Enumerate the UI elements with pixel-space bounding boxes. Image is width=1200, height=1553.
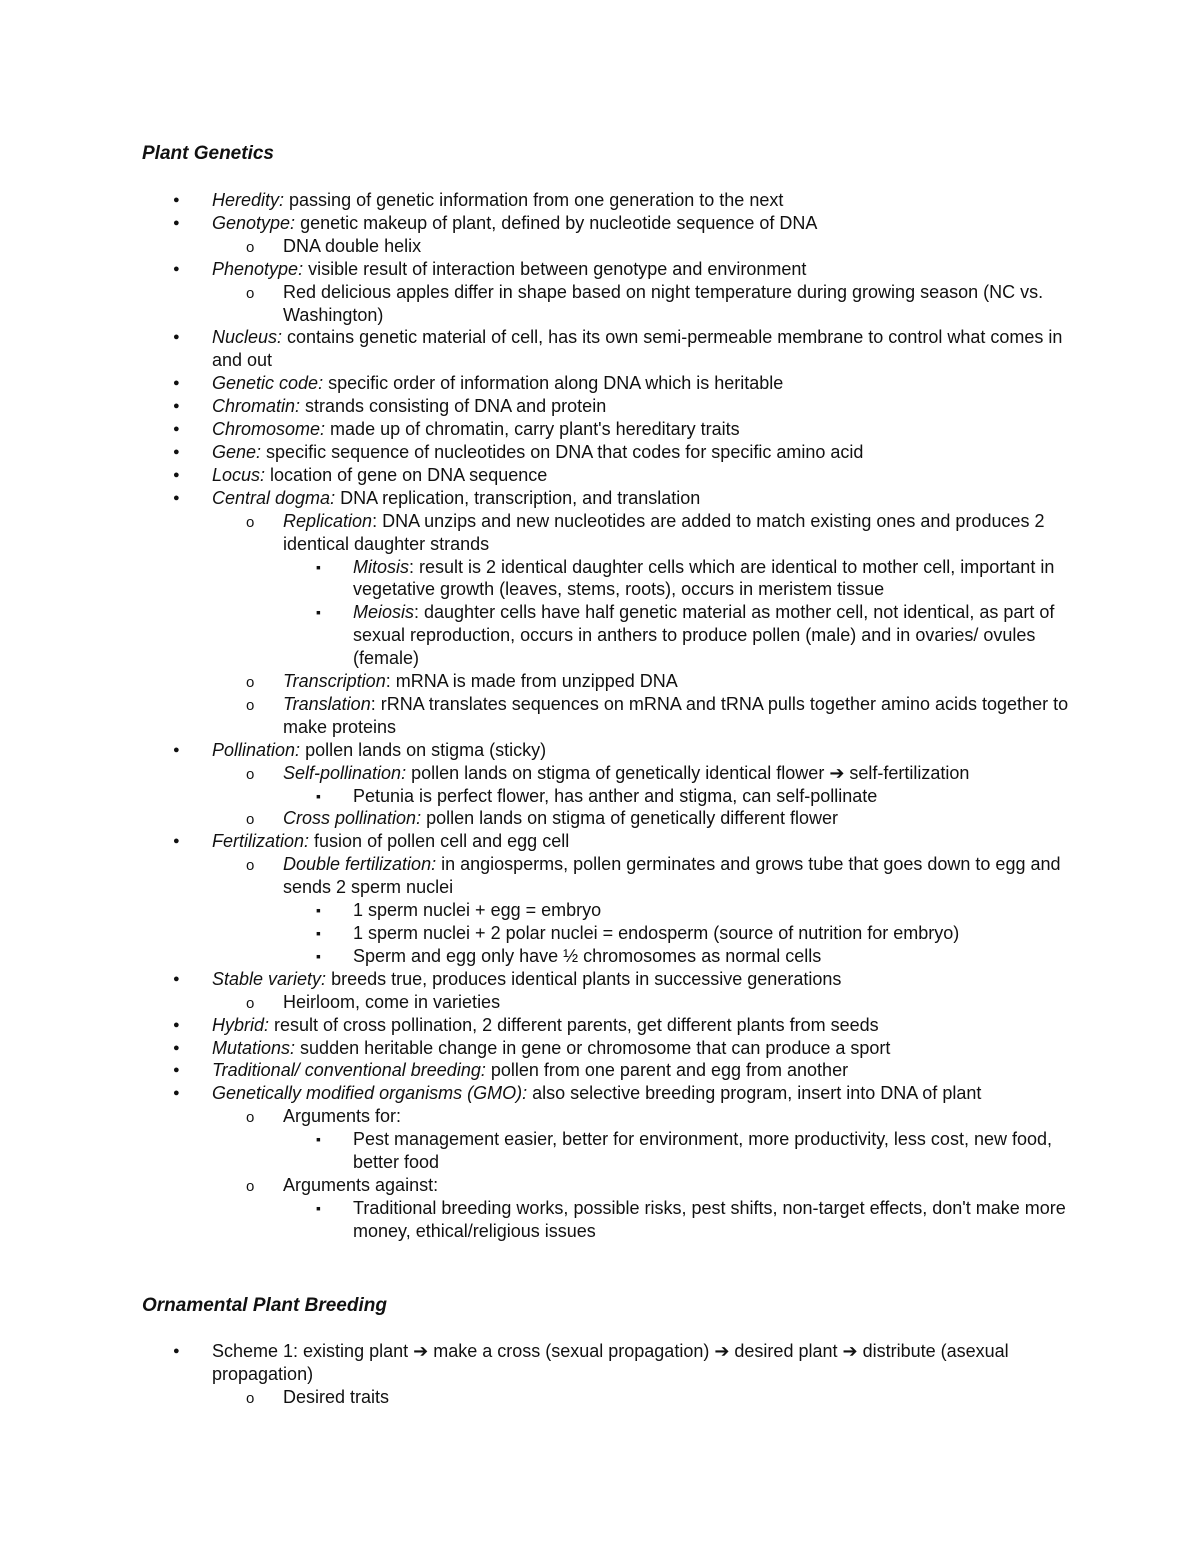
list-item-term: Replication xyxy=(283,510,373,531)
list-item xyxy=(0,212,1080,235)
list-item-term: Heredity: xyxy=(212,190,285,210)
list-item-text: DNA double helix xyxy=(283,235,422,256)
list-item-term: Translation xyxy=(283,693,371,714)
list-item-text: Heirloom, come in varieties xyxy=(283,991,501,1012)
list-item xyxy=(0,395,1080,418)
list-item xyxy=(0,1037,1080,1060)
list-item-term: Cross pollination: xyxy=(283,808,422,829)
list-item xyxy=(0,830,1080,853)
list-item xyxy=(0,189,1080,212)
list-item-text: pollen from one parent and egg from another xyxy=(485,1060,849,1081)
list-item-text: breeds true, produces identical plants in successive generations xyxy=(326,968,842,989)
list-item-text: : DNA unzips and new nucleotides are added to match existing ones and produces 2 identical daughter strands xyxy=(283,510,1045,554)
list-item-term: Chromatin: xyxy=(212,396,301,417)
list-item-term: Self-pollination: xyxy=(283,762,407,783)
list-item-term: Pollination: xyxy=(212,739,301,760)
list-item-text: also selective breeding program, insert into DNA of plant xyxy=(527,1083,982,1104)
list-item-term: Chromosome: xyxy=(212,419,326,440)
list-item-text: 1 sperm nuclei + egg = embryo xyxy=(353,900,602,921)
list-item-term: Central dogma: xyxy=(212,487,336,508)
list-item-term: Hybrid: xyxy=(212,1014,270,1035)
list-item xyxy=(0,1386,1080,1409)
list-item xyxy=(0,281,1080,327)
list-item-term: Fertilization: xyxy=(212,831,310,852)
list-item-term: Traditional/ conventional breeding: xyxy=(212,1060,486,1081)
ornamental-breeding-list xyxy=(0,1340,1080,1409)
list-item xyxy=(0,1174,1080,1197)
list-item xyxy=(0,693,1080,739)
list-item-text: pollen lands on stigma of genetically different flower xyxy=(421,808,838,829)
list-item xyxy=(0,945,1080,968)
list-item-term: Locus: xyxy=(212,464,266,485)
list-item xyxy=(0,853,1080,899)
list-item xyxy=(0,258,1080,281)
list-item-text: genetic makeup of plant, defined by nucleotide sequence of DNA xyxy=(295,212,818,233)
list-item xyxy=(0,670,1080,693)
list-item-text: : result is 2 identical daughter cells which are identical to mother cell, important in vegetative growth (leaves, stems, roots), occurs in meristem tissue xyxy=(353,556,1055,600)
list-item xyxy=(0,1197,1080,1243)
list-item xyxy=(0,418,1080,441)
list-item-text: made up of chromatin, carry plant's hereditary traits xyxy=(325,419,740,440)
list-item xyxy=(0,991,1080,1014)
list-item-text: visible result of interaction between genotype and environment xyxy=(303,258,807,279)
list-item-text: : mRNA is made from unzipped DNA xyxy=(385,671,678,692)
list-item-text: Traditional breeding works, possible risks, pest shifts, non-target effects, don't make more money, ethical/religious issues xyxy=(353,1197,1066,1241)
list-item-term: Genetically modified organisms (GMO): xyxy=(212,1083,528,1104)
list-item-text: pollen lands on stigma of genetically identical flower ➔ self-fertilization xyxy=(406,762,970,783)
list-item xyxy=(0,785,1080,808)
list-item-text: Red delicious apples differ in shape based on night temperature during growing season (NC vs. Washington) xyxy=(283,281,1044,325)
list-item-text: location of gene on DNA sequence xyxy=(265,464,548,485)
list-item-text: specific sequence of nucleotides on DNA that codes for specific amino acid xyxy=(261,441,864,462)
list-item xyxy=(0,1082,1080,1105)
list-item xyxy=(0,1014,1080,1037)
list-item-text: DNA replication, transcription, and translation xyxy=(335,487,701,508)
list-item xyxy=(0,739,1080,762)
list-item xyxy=(0,372,1080,395)
section-title-ornamental-plant-breeding: Ornamental Plant Breeding xyxy=(142,1295,387,1316)
list-item-term: Mutations: xyxy=(212,1037,296,1058)
list-item-term: Gene: xyxy=(212,441,262,462)
list-item xyxy=(0,1128,1080,1174)
list-item xyxy=(0,922,1080,945)
list-item xyxy=(0,1340,1080,1386)
list-item-text: Pest management easier, better for environment, more productivity, less cost, new food, better food xyxy=(353,1129,1053,1173)
list-item xyxy=(0,556,1080,602)
list-item-term: Phenotype: xyxy=(212,258,304,279)
plant-genetics-list xyxy=(0,189,1080,1243)
list-item-text: Desired traits xyxy=(283,1386,390,1407)
list-item-text: : rRNA translates sequences on mRNA and tRNA pulls together amino acids together to make proteins xyxy=(283,693,1069,737)
list-item-term: Nucleus: xyxy=(212,327,283,348)
list-item-term: Meiosis xyxy=(353,602,415,623)
list-item-text: Arguments against: xyxy=(283,1174,439,1195)
list-item xyxy=(0,1105,1080,1128)
list-item-term: Genotype: xyxy=(212,212,296,233)
list-item xyxy=(0,487,1080,510)
list-item-text: : daughter cells have half genetic material as mother cell, not identical, as part of sexual reproduction, occurs in anthers to produce pollen (male) and in ovaries/ ovules (female) xyxy=(353,602,1055,669)
list-item-text: sudden heritable change in gene or chromosome that can produce a sport xyxy=(295,1037,891,1058)
list-item xyxy=(0,441,1080,464)
list-item-term: Double fertilization: xyxy=(283,854,437,875)
list-item-text: 1 sperm nuclei + 2 polar nuclei = endosperm (source of nutrition for embryo) xyxy=(353,923,960,943)
list-item-term: Mitosis xyxy=(353,556,410,577)
list-item-text: contains genetic material of cell, has its own semi-permeable membrane to control what comes in and out xyxy=(212,327,1063,371)
list-item-term: Genetic code: xyxy=(212,373,324,394)
list-item-text: Sperm and egg only have ½ chromosomes as normal cells xyxy=(353,945,822,966)
list-item xyxy=(0,235,1080,258)
list-item xyxy=(0,899,1080,922)
list-item-term: Transcription xyxy=(283,671,386,692)
list-item-text: passing of genetic information from one generation to the next xyxy=(284,190,784,210)
list-item-term: Stable variety: xyxy=(212,968,327,989)
list-item-text: Arguments for: xyxy=(283,1106,402,1127)
list-item xyxy=(0,510,1080,556)
list-item xyxy=(0,762,1080,785)
list-item-text: Scheme 1: existing plant ➔ make a cross (sexual propagation) ➔ desired plant ➔ distribute (asexual propagation) xyxy=(212,1341,1009,1384)
list-item xyxy=(0,326,1080,372)
list-item-text: fusion of pollen cell and egg cell xyxy=(309,831,570,852)
list-item xyxy=(0,464,1080,487)
list-item xyxy=(0,1059,1080,1082)
list-item-text: in angiosperms, pollen germinates and grows tube that goes down to egg and sends 2 sperm nuclei xyxy=(283,854,1061,898)
list-item-text: strands consisting of DNA and protein xyxy=(300,396,607,417)
section-title-plant-genetics: Plant Genetics xyxy=(142,143,274,164)
list-item xyxy=(0,807,1080,830)
list-item xyxy=(0,968,1080,991)
list-item-text: Petunia is perfect flower, has anther and stigma, can self-pollinate xyxy=(353,785,878,806)
list-item-text: pollen lands on stigma (sticky) xyxy=(300,739,547,760)
list-item-text: specific order of information along DNA which is heritable xyxy=(323,373,784,394)
list-item-text: result of cross pollination, 2 different parents, get different plants from seeds xyxy=(269,1014,879,1035)
list-item xyxy=(0,601,1080,670)
